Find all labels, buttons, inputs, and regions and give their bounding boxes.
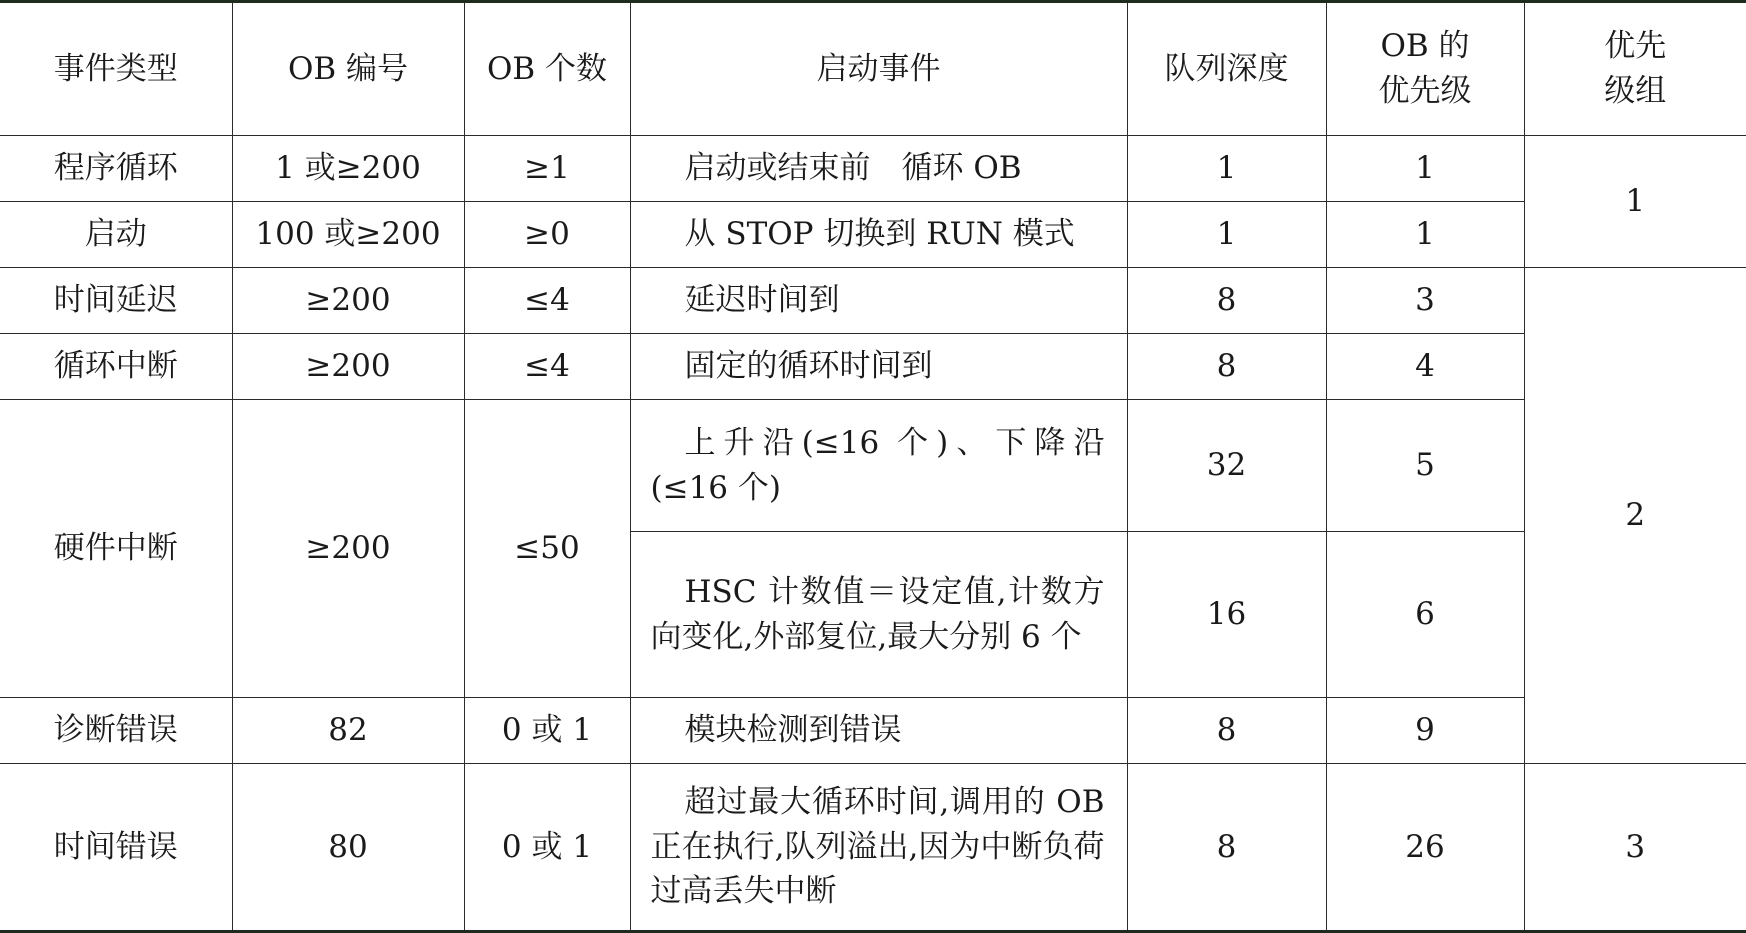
cell-event-type: 诊断错误 (0, 698, 232, 764)
cell-ob-number: 1 或≥200 (232, 136, 464, 202)
cell-ob-count: ≥1 (464, 136, 630, 202)
cell-start-event: 超过最大循环时间,调用的 OB 正在执行,队列溢出,因为中断负荷过高丢失中断 (630, 764, 1127, 932)
header-ob-priority-line1: OB 的 (1380, 28, 1470, 65)
cell-start-event: 上升沿(≤16 个)、下降沿(≤16 个) (630, 400, 1127, 532)
cell-event-type: 硬件中断 (0, 400, 232, 698)
cell-priority: 9 (1326, 698, 1524, 764)
cell-ob-number: ≥200 (232, 334, 464, 400)
table-row (0, 764, 1746, 932)
cell-start-event: 延迟时间到 (630, 268, 1127, 334)
cell-queue-depth: 1 (1127, 136, 1326, 202)
cell-priority: 6 (1326, 532, 1524, 698)
cell-ob-count: 0 或 1 (464, 764, 630, 932)
cell-start-event: 启动或结束前 循环 OB (630, 136, 1127, 202)
cell-queue-depth: 16 (1127, 532, 1326, 698)
table-row (0, 136, 1746, 202)
header-row (0, 2, 1746, 136)
table-row (0, 698, 1746, 764)
cell-start-event: 从 STOP 切换到 RUN 模式 (630, 202, 1127, 268)
cell-start-event: HSC 计数值＝设定值,计数方向变化,外部复位,最大分别 6 个 (630, 532, 1127, 698)
cell-priority-group: 1 (1524, 136, 1746, 268)
cell-queue-depth: 8 (1127, 764, 1326, 932)
cell-event-type: 时间错误 (0, 764, 232, 932)
header-ob-priority (1326, 2, 1524, 136)
cell-queue-depth: 8 (1127, 698, 1326, 764)
cell-ob-number: ≥200 (232, 400, 464, 698)
cell-event-type: 启动 (0, 202, 232, 268)
header-ob-number: OB 编号 (232, 2, 464, 136)
cell-ob-number: 80 (232, 764, 464, 932)
cell-priority: 1 (1326, 136, 1524, 202)
cell-priority: 4 (1326, 334, 1524, 400)
cell-queue-depth: 32 (1127, 400, 1326, 532)
cell-ob-count: ≥0 (464, 202, 630, 268)
header-ob-count: OB 个数 (464, 2, 630, 136)
cell-start-event: 固定的循环时间到 (630, 334, 1127, 400)
cell-priority-group: 3 (1524, 764, 1746, 932)
cell-priority: 5 (1326, 400, 1524, 532)
cell-queue-depth: 8 (1127, 268, 1326, 334)
cell-ob-count: ≤4 (464, 334, 630, 400)
header-priority-group-line2: 级组 (1604, 73, 1667, 109)
cell-ob-number: 82 (232, 698, 464, 764)
cell-priority: 3 (1326, 268, 1524, 334)
table-row (0, 202, 1746, 268)
cell-event-type: 时间延迟 (0, 268, 232, 334)
cell-event-type: 程序循环 (0, 136, 232, 202)
cell-queue-depth: 8 (1127, 334, 1326, 400)
header-queue-depth: 队列深度 (1127, 2, 1326, 136)
cell-start-event: 模块检测到错误 (630, 698, 1127, 764)
cell-queue-depth: 1 (1127, 202, 1326, 268)
cell-ob-count: 0 或 1 (464, 698, 630, 764)
cell-event-type: 循环中断 (0, 334, 232, 400)
cell-ob-number: ≥200 (232, 268, 464, 334)
header-priority-group (1524, 2, 1746, 136)
table-row (0, 268, 1746, 334)
header-start-event: 启动事件 (630, 2, 1127, 136)
cell-priority-group: 2 (1524, 268, 1746, 764)
cell-ob-number: 100 或≥200 (232, 202, 464, 268)
cell-ob-count: ≤50 (464, 400, 630, 698)
cell-priority: 1 (1326, 202, 1524, 268)
header-ob-priority-line2: 优先级 (1378, 73, 1472, 109)
header-event-type: 事件类型 (0, 2, 232, 136)
table-row (0, 400, 1746, 532)
cell-priority: 26 (1326, 764, 1524, 932)
cell-ob-count: ≤4 (464, 268, 630, 334)
header-priority-group-line1: 优先 (1604, 28, 1667, 65)
table-row (0, 334, 1746, 400)
